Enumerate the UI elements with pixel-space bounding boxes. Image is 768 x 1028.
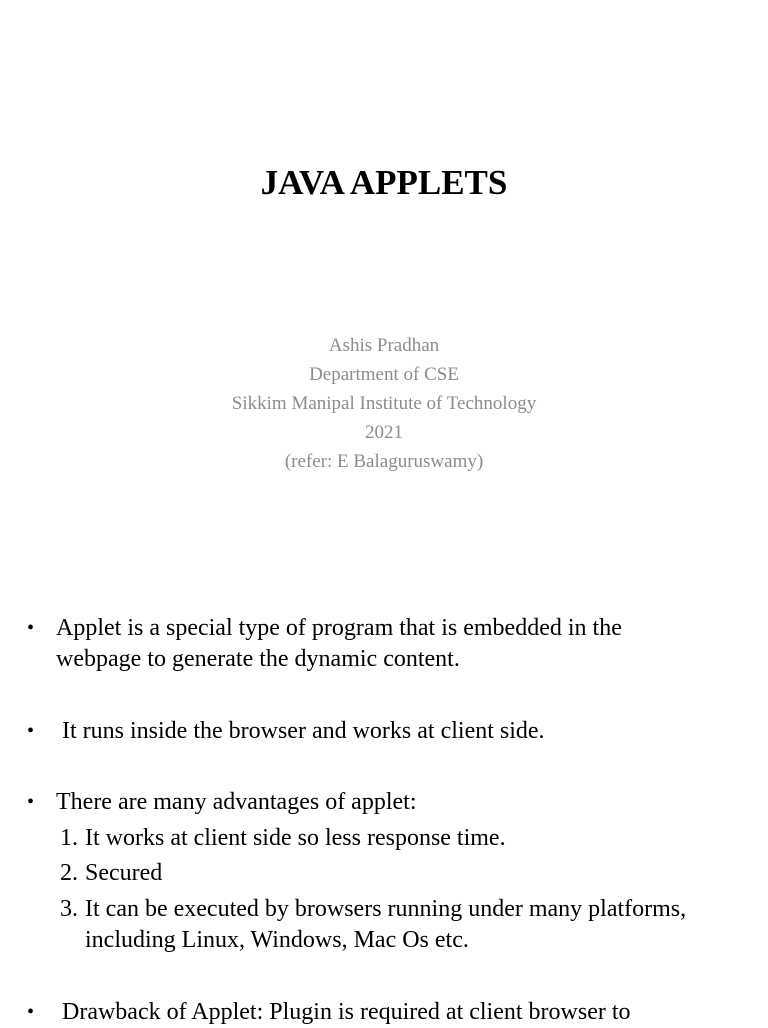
bullet-line: Applet is a special type of program that is embedded in the [56, 615, 622, 641]
institute: Sikkim Manipal Institute of Technology [231, 393, 537, 414]
bullet-dot: • [27, 720, 35, 742]
item-number: 2. [60, 860, 78, 886]
bullet-dot: • [27, 617, 35, 639]
item-number: 3. [60, 896, 78, 922]
bullet-dot: • [27, 791, 35, 813]
item-line: It can be executed by browsers running under many platforms, [85, 896, 687, 922]
department: Department of CSE [309, 364, 459, 385]
item-text: Secured [85, 860, 163, 886]
slide-title: JAVA APPLETS [260, 163, 508, 202]
bullet-line: webpage to generate the dynamic content. [56, 646, 460, 672]
item-text: It works at client side so less response time. [85, 825, 506, 851]
bullet-text: There are many advantages of applet: [56, 789, 417, 815]
content-slide [0, 576, 768, 1024]
author-name: Ashis Pradhan [328, 335, 440, 356]
slide-subtitle [0, 331, 768, 476]
bullet-text: Drawback of Applet: Plugin is required at client browser to [62, 999, 631, 1025]
year: 2021 [365, 422, 403, 443]
item-text [85, 894, 745, 956]
bullet-dot: • [27, 1001, 35, 1023]
bullet-text: It runs inside the browser and works at client side. [62, 718, 545, 744]
item-number: 1. [60, 825, 78, 851]
bullet-text [56, 613, 746, 675]
reference: (refer: E Balaguruswamy) [284, 451, 484, 472]
item-line: including Linux, Windows, Mac Os etc. [85, 927, 469, 953]
